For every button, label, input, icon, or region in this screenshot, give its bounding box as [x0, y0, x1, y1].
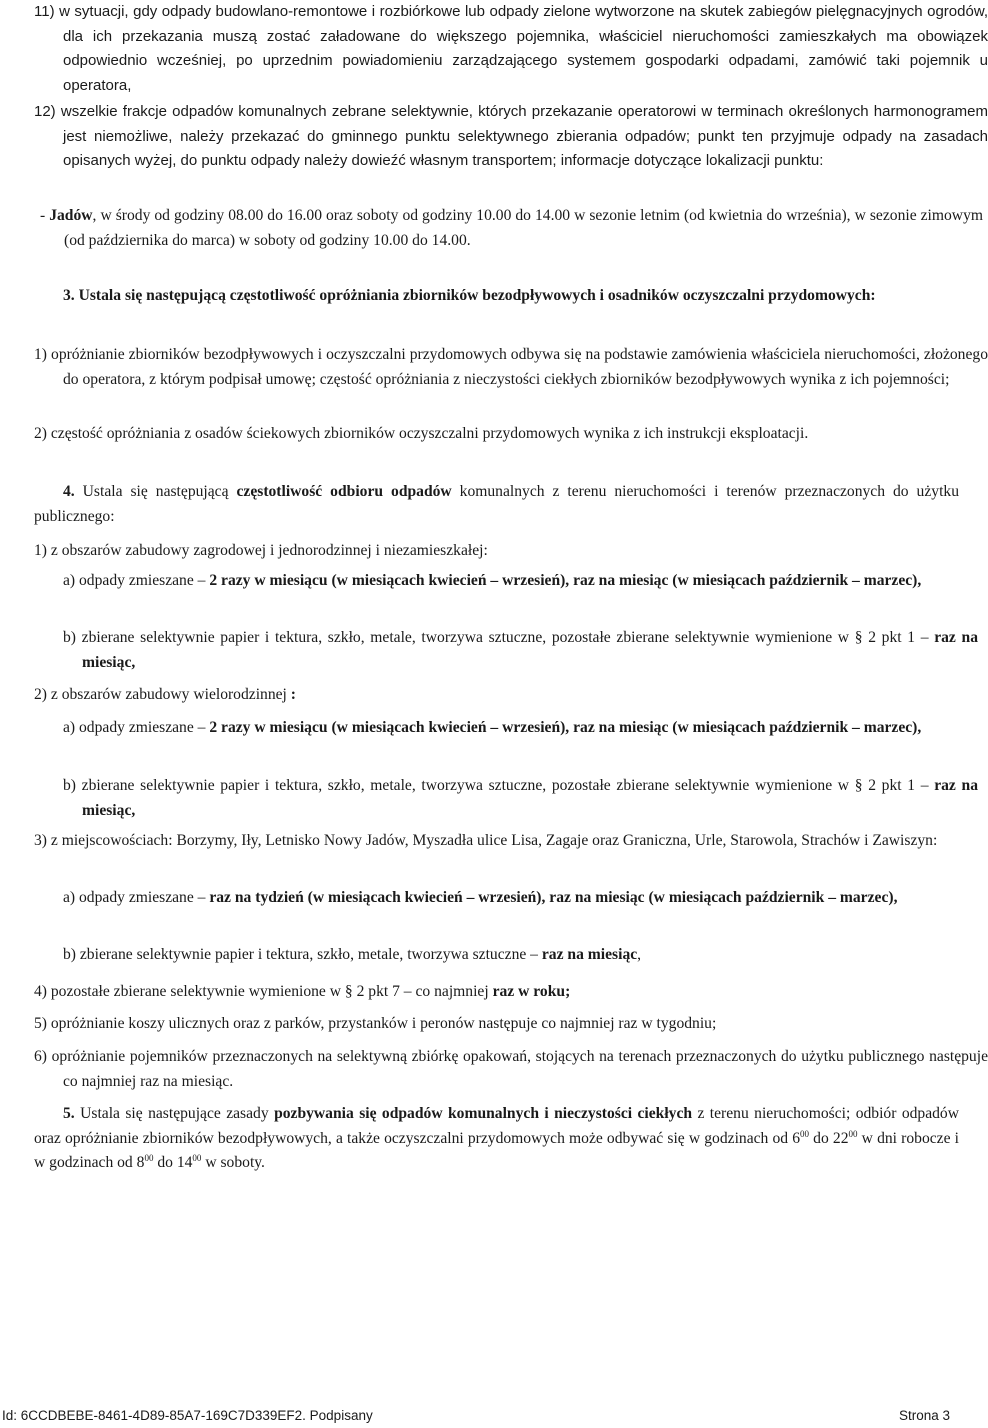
document-id: Id: 6CCDBEBE-8461-4D89-85A7-169C7D339EF2. Podpisany [2, 1408, 373, 1423]
jadow-name: Jadów [49, 207, 93, 224]
superscript-minutes: 00 [144, 1153, 154, 1163]
group-1-a-text: a) odpady zmieszane – [63, 572, 210, 589]
group-3-b-text: b) zbierane selektywnie papier i tektura, szkło, metale, tworzywa sztuczne – [63, 946, 542, 963]
superscript-minutes: 00 [192, 1153, 202, 1163]
group-2-a-bold: 2 razy w miesiącu (w miesiącach kwiecień – wrzesień), raz na miesiąc (w miesiącach październik – marzec), [209, 719, 922, 736]
group-4-bold: raz w roku; [492, 983, 571, 1000]
section-4-heading [34, 480, 959, 529]
group-2-text: 2) z obszarów zabudowy wielorodzinnej [34, 686, 291, 703]
group-2-colon: : [290, 686, 296, 703]
section-4-bold: częstotliwość odbioru odpadów [236, 483, 452, 500]
section-5-bold: pozbywania się odpadów komunalnych i nieczystości ciekłych [274, 1105, 693, 1122]
group-1-a-bold: 2 razy w miesiącu (w miesiącach kwiecień – wrzesień), raz na miesiąc (w miesiącach październik – marzec), [209, 572, 922, 589]
section-3-title: Ustala się następującą częstotliwość opróżniania zbiorników bezodpływowych i osadników oczyszczalni przydomowych: [74, 287, 876, 304]
group-3-b-end: , [637, 946, 642, 963]
section-5-paragraph [34, 1102, 959, 1176]
section-4-text-2: komunalnych z terenu nieruchomości i terenów przeznaczonych do użytku publicznego: [34, 483, 960, 525]
section-5-text-1: Ustala się następujące zasady [74, 1105, 275, 1122]
section-3-item-1: 1) opróżnianie zbiorników bezodpływowych i oczyszczalni przydomowych odbywa się na podstawie zamówienia właściciela nieruchomości, złożonego do operatora, z którym podpisał umowę; częstość opróżniania z nieczystości ciekłych zbiorników bezodpływowych wynika z ich pojemności; [34, 346, 988, 388]
item-12: 12) wszelkie frakcje odpadów komunalnych zebrane selektywnie, których przekazanie operatorowi w terminach określonych harmonogramem jest niemożliwe, należy przekazać do gminnego punktu selektywnego zbierania odpadów; punkt ten przyjmuje odpady na zasadach opisanych wyżej, do punktu odpady należy dowieźć własnym transportem; informacje dotyczące lokalizacji punktu: [34, 103, 988, 169]
section-4-group-1: 1) z obszarów zabudowy zagrodowej i jednorodzinnej i niezamieszkałej: [34, 542, 488, 559]
jadow-hours: , w środy od godziny 08.00 do 16.00 oraz soboty od godziny 10.00 do 14.00 w sezonie letnim (od kwietnia do września), w sezonie zimowym (od października do marca) w soboty od godziny 10.00 do 14.00. [64, 207, 983, 249]
group-3-b-bold: raz na miesiąc [541, 946, 638, 963]
group-3-a-text: a) odpady zmieszane – [63, 889, 210, 906]
group-2-a-text: a) odpady zmieszane – [63, 719, 210, 736]
section-4-group-1-b [63, 626, 978, 675]
section-4-group-4 [34, 980, 988, 1005]
group-1-b-text: b) zbierane selektywnie papier i tektura, szkło, metale, tworzywa sztuczne, pozostałe zbierane selektywnie wymienione w § 2 pkt 1 – [63, 629, 935, 646]
group-4-text: 4) pozostałe zbierane selektywnie wymienione w § 2 pkt 7 – co najmniej [34, 983, 493, 1000]
page-number: Strona 3 [898, 1408, 950, 1423]
section-5-text-6: w soboty. [201, 1154, 265, 1171]
section-4-group-1-a [63, 569, 978, 594]
section-5-number: 5. [63, 1105, 75, 1122]
section-5-text-4: w dni robocze i w godzinach od 8 [34, 1129, 959, 1171]
section-4-group-6: 6) opróżnianie pojemników przeznaczonych na selektywną zbiórkę opakowań, stojących na terenach przeznaczonych do użytku publicznego następuje co najmniej raz na miesiąc. [34, 1048, 988, 1090]
section-5-text-3: do 22 [809, 1129, 849, 1147]
group-1-b-bold: raz na miesiąc, [82, 629, 978, 671]
section-4-group-5: 5) opróżnianie koszy ulicznych oraz z parków, przystanków i peronów następuje co najmniej raz w tygodniu; [34, 1015, 717, 1032]
list-dash: - [40, 207, 50, 224]
section-4-group-3-a [63, 886, 978, 911]
section-4-group-3: 3) z miejscowościach: Borzymy, Iły, Letnisko Nowy Jadów, Myszadła ulice Lisa, Zagaje oraz Graniczna, Urle, Starowola, Strachów i Zawiszyn: [34, 832, 938, 849]
group-3-a-bold: raz na tydzień (w miesiącach kwiecień – wrzesień), raz na miesiąc (w miesiącach październik – marzec), [209, 889, 898, 906]
superscript-minutes: 00 [848, 1128, 858, 1139]
section-4-group-3-b [63, 943, 978, 968]
section-4-group-2 [34, 683, 988, 708]
section-3-number: 3. [63, 287, 75, 304]
group-2-b-text: b) zbierane selektywnie papier i tektura, szkło, metale, tworzywa sztuczne, pozostałe zbierane selektywnie wymienione w § 2 pkt 1 – [63, 777, 935, 794]
section-5-text-5: do 14 [153, 1154, 193, 1171]
section-3-heading [34, 284, 959, 309]
section-3-item-2: 2) częstość opróżniania z osadów ściekowych zbiorników oczyszczalni przydomowych wynika z ich instrukcji eksploatacji. [34, 425, 809, 442]
section-4-group-2-a [63, 716, 978, 741]
group-2-b-bold: raz na miesiąc, [82, 777, 978, 819]
section-5-text-2: z terenu nieruchomości; odbiór odpadów oraz opróżnianie zbiorników bezodpływowych, a także oczyszczalni przydomowych może odbywać się w godzinach od 6 [34, 1105, 959, 1147]
section-4-text-1: Ustala się następującą [74, 483, 237, 500]
jadow-collection-point [40, 204, 983, 253]
section-4-group-2-b [63, 774, 978, 823]
superscript-minutes: 00 [800, 1128, 810, 1139]
section-4-number: 4. [63, 483, 75, 500]
item-11: 11) w sytuacji, gdy odpady budowlano-remontowe i rozbiórkowe lub odpady zielone wytworzone na skutek zabiegów pielęgnacyjnych ogrodów, dla ich przekazania muszą zostać załadowane do większego pojemnika, właściciel nieruchomości zamieszkałych ma obowiązek odpowiednio wcześniej, po uprzednim powiadomieniu zarządzającego systemem gospodarki odpadami, zamówić taki pojemnik u operatora, [34, 3, 988, 94]
